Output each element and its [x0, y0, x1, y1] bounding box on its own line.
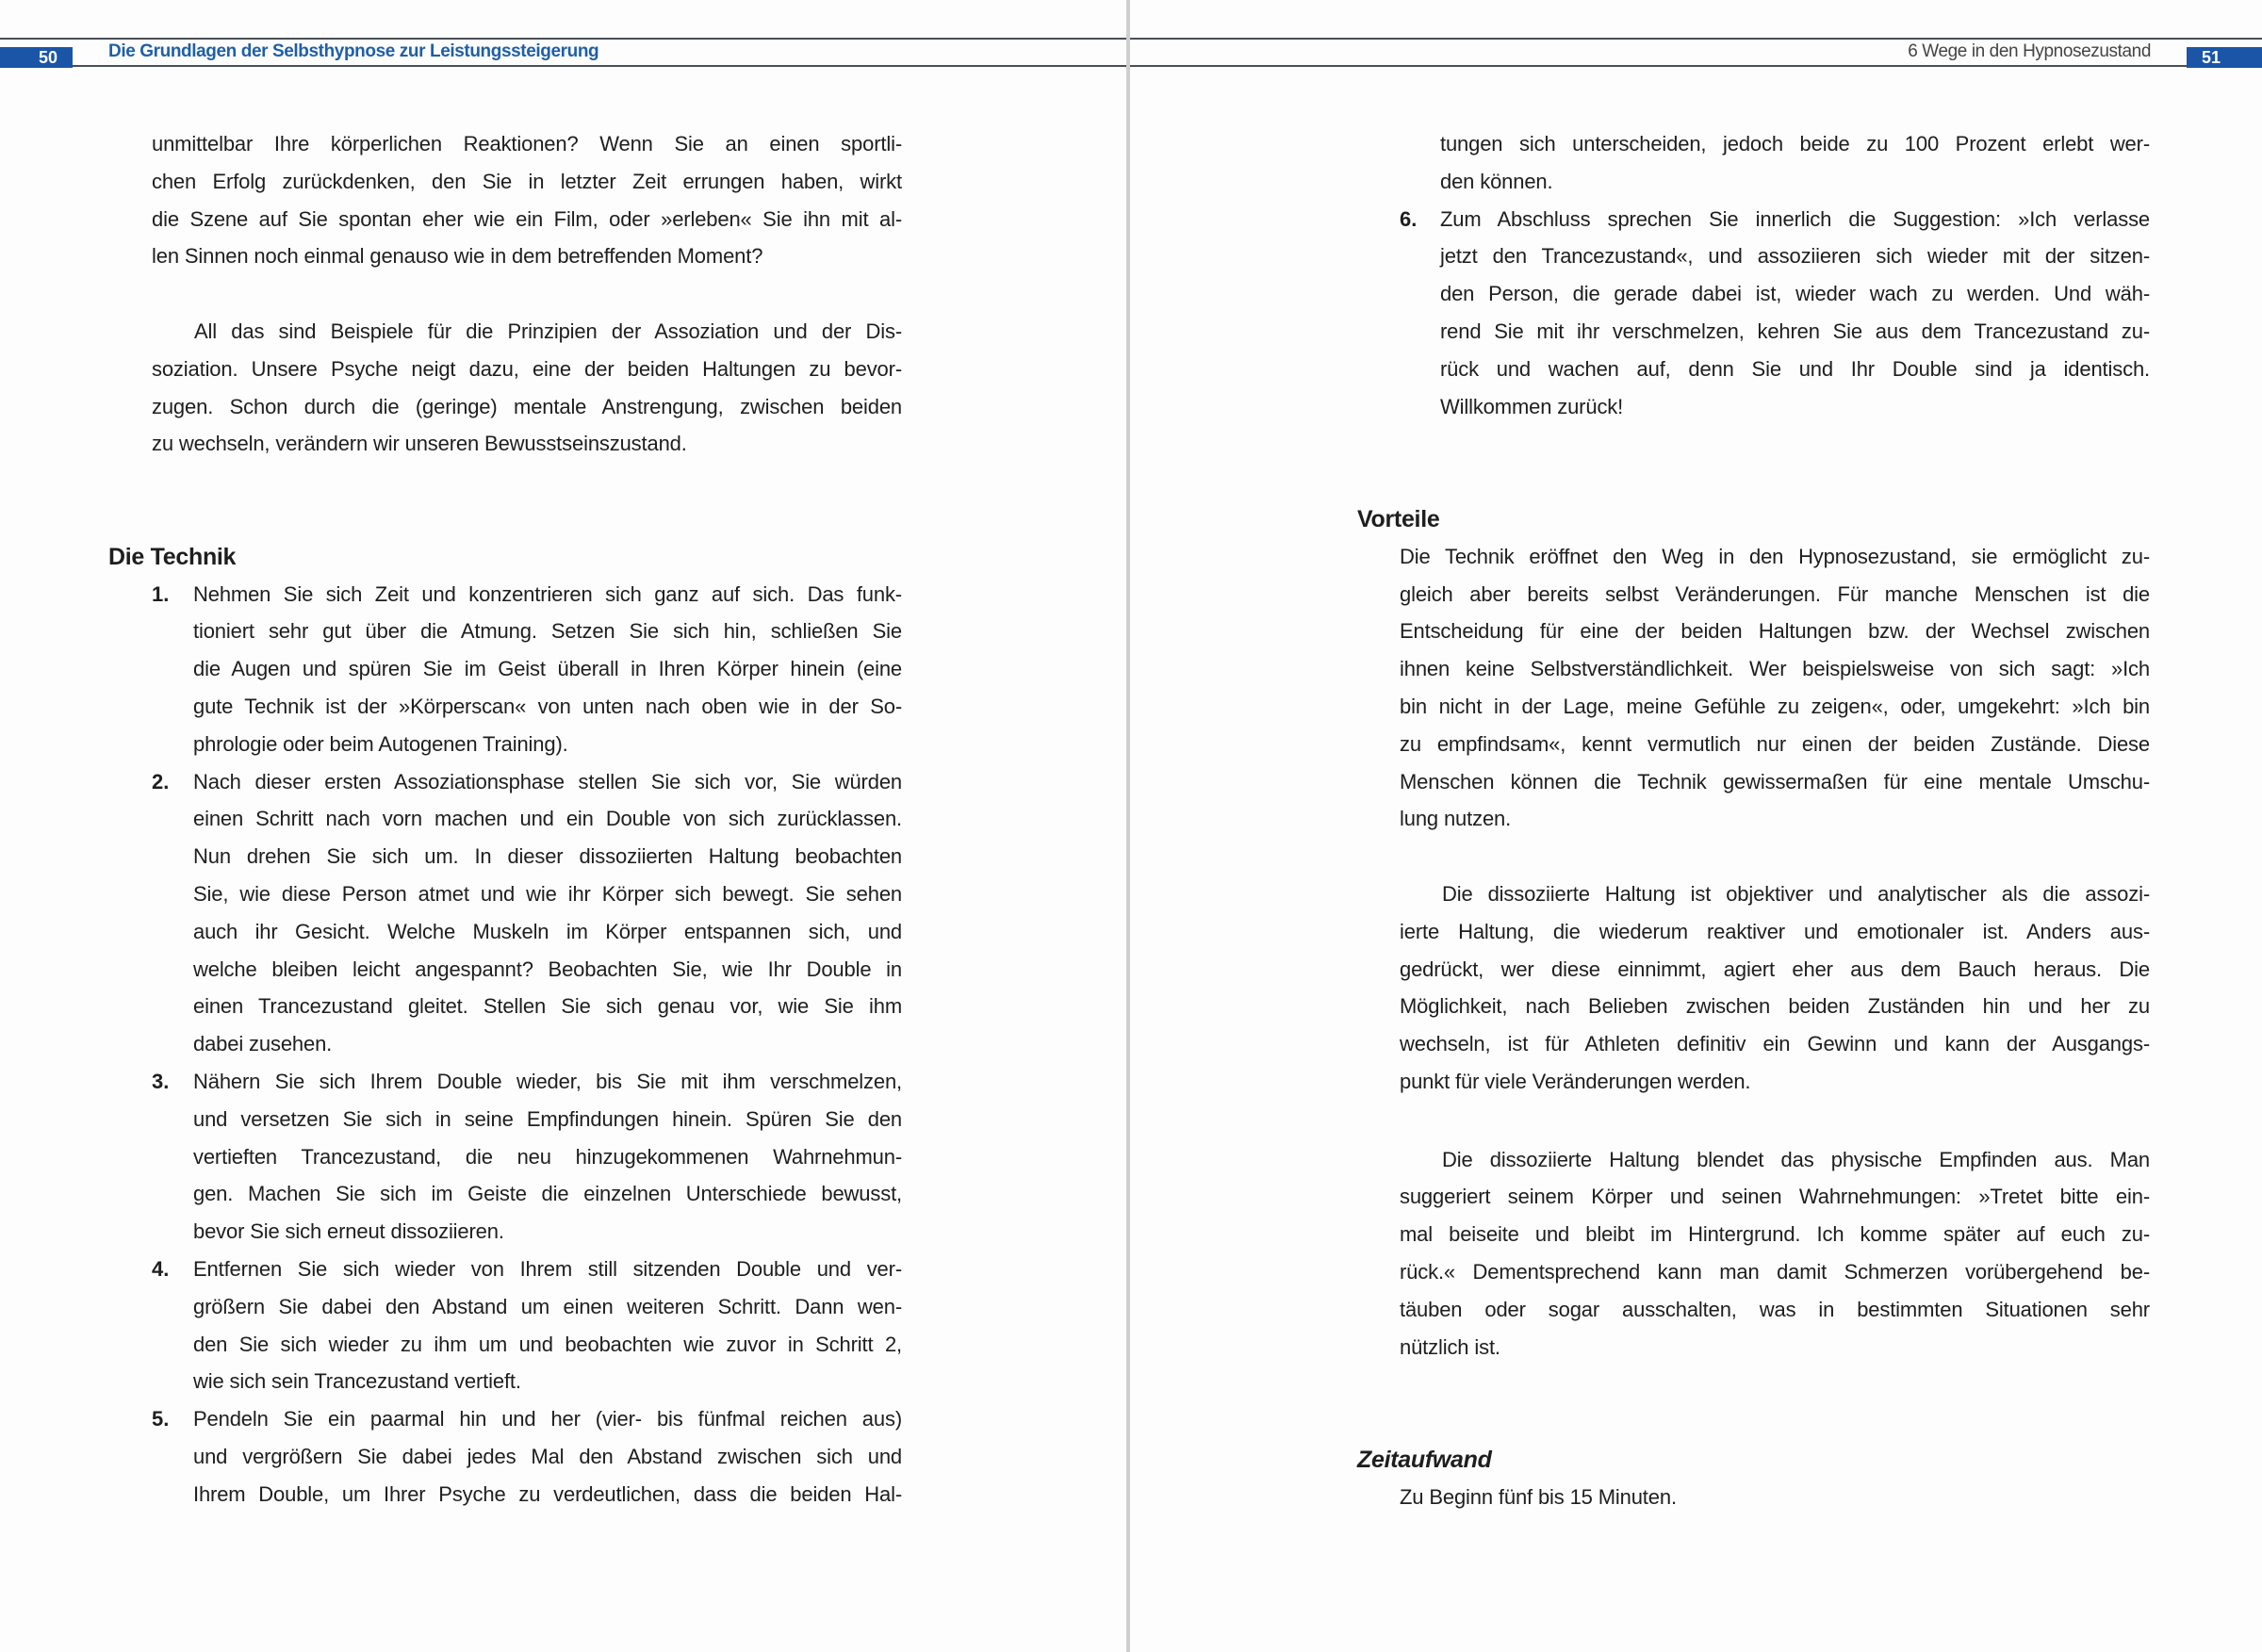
list-item-line: Sie, wie diese Person atmet und wie ihr Körper sich bewegt. Sie sehen: [193, 882, 902, 906]
list-item-line: dabei zusehen.: [193, 1032, 333, 1056]
paragraph-line: wechseln, ist für Athleten definitiv ein Gewinn und kann der Ausgangs-: [1400, 1032, 2150, 1056]
paragraph-line: lung nutzen.: [1400, 807, 1512, 831]
list-item-line: Pendeln Sie ein paarmal hin und her (vier- bis fünfmal reichen aus): [193, 1407, 902, 1431]
section-heading: Zeitaufwand: [1357, 1447, 1492, 1473]
header-rule-bottom: [0, 65, 2262, 67]
list-item-line: den Sie sich wieder zu ihm um und beobachten wie zuvor in Schritt 2,: [193, 1332, 902, 1356]
left-running-head: Die Grundlagen der Selbsthypnose zur Leistungssteigerung: [108, 41, 599, 61]
list-item-line: jetzt den Trancezustand«, und assoziieren sich wieder mit der sitzen-: [1440, 244, 2150, 269]
paragraph-line: mal beiseite und bleibt im Hintergrund. Ich komme später auf euch zu-: [1400, 1222, 2150, 1247]
paragraph-line: rück.« Dementsprechend kann man damit Schmerzen vorübergehend be-: [1400, 1260, 2150, 1284]
paragraph-line: zu empfindsam«, kennt vermutlich nur einen der beiden Zustände. Diese: [1400, 731, 2150, 756]
list-item-line: Nun drehen Sie sich um. In dieser dissoziierten Haltung beobachten: [193, 844, 902, 869]
right-page-number: [2187, 47, 2262, 68]
list-item-number: 6.: [1400, 206, 1418, 231]
list-item-line: welche bleiben leicht angespannt? Beobachten Sie, wie Ihr Double in: [193, 957, 902, 981]
list-item-number: 4.: [152, 1257, 170, 1281]
list-item-line: Nach dieser ersten Assoziationsphase stellen Sie sich vor, Sie würden: [193, 769, 902, 793]
paragraph-line: ihnen keine Selbstverständlichkeit. Wer beispielsweise von sich sagt: »Ich: [1400, 657, 2150, 681]
list-item-line: und versetzen Sie sich in seine Empfindungen hinein. Spüren Sie den: [193, 1106, 902, 1131]
paragraph-line: ierte Haltung, die wiederum reaktiver und emotionaler ist. Anders aus-: [1400, 919, 2150, 943]
list-item-line: wie sich sein Trancezustand vertieft.: [193, 1369, 521, 1394]
paragraph-line: Zu Beginn fünf bis 15 Minuten.: [1400, 1484, 1677, 1509]
list-item-line: Ihrem Double, um Ihrer Psyche zu verdeutlichen, dass die beiden Hal-: [193, 1481, 902, 1506]
section-heading: Vorteile: [1357, 506, 1440, 532]
list-item-line: rend Sie mit ihr verschmelzen, kehren Sie aus dem Trancezustand zu-: [1440, 319, 2150, 343]
list-item-line: rück und wachen auf, denn Sie und Ihr Double sind ja identisch.: [1440, 356, 2150, 381]
paragraph-line: bin nicht in der Lage, meine Gefühle zu zeigen«, oder, umgekehrt: »Ich bin: [1400, 695, 2150, 718]
list-item-line: tungen sich unterscheiden, jedoch beide zu 100 Prozent erlebt wer-: [1440, 132, 2150, 155]
right-page-number-text: 51: [2202, 48, 2221, 67]
paragraph-line: nützlich ist.: [1400, 1334, 1500, 1359]
list-item-line: einen Trancezustand gleitet. Stellen Sie sich genau vor, wie Sie ihm: [193, 994, 902, 1019]
list-item-line: gen. Machen Sie sich im Geiste die einzelnen Unterschiede bewusst,: [193, 1182, 902, 1206]
paragraph-line: Entscheidung für eine der beiden Haltungen bzw. der Wechsel zwischen: [1400, 619, 2150, 644]
list-item-line: Zum Abschluss sprechen Sie innerlich die Suggestion: »Ich verlasse: [1440, 206, 2150, 231]
left-page-number: [0, 47, 73, 68]
paragraph-line: gleich aber bereits selbst Veränderungen. Für manche Menschen ist die: [1400, 581, 2150, 606]
paragraph-line: zu wechseln, verändern wir unseren Bewusstseinszustand.: [152, 432, 687, 456]
paragraph-line: soziation. Unsere Psyche neigt dazu, eine der beiden Haltungen zu bevor-: [152, 356, 902, 381]
list-item-line: den Person, die gerade dabei ist, wieder wach zu werden. Und wäh-: [1440, 282, 2150, 306]
section-heading: Die Technik: [108, 543, 237, 570]
list-item-line: einen Schritt nach vorn machen und ein Double von sich zurücklassen.: [193, 807, 902, 831]
paragraph-line: suggeriert seinem Körper und seinen Wahrnehmungen: »Tretet bitte ein-: [1400, 1185, 2150, 1209]
paragraph-line: All das sind Beispiele für die Prinzipien der Assoziation und der Dis-: [194, 319, 902, 343]
paragraph-line: chen Erfolg zurückdenken, den Sie in letzter Zeit errungen haben, wirkt: [152, 169, 902, 193]
list-item-line: die Augen und spüren Sie im Geist überall in Ihren Körper hinein (eine: [193, 657, 902, 681]
paragraph-line: gedrückt, wer diese einnimmt, agiert eher aus dem Bauch heraus. Die: [1400, 957, 2150, 981]
list-item-line: und vergrößern Sie dabei jedes Mal den Abstand zwischen sich und: [193, 1445, 902, 1468]
paragraph-line: Die dissoziierte Haltung ist objektiver und analytischer als die assozi-: [1442, 882, 2150, 906]
list-item-number: 1.: [152, 581, 170, 606]
list-item-line: vertieften Trancezustand, die neu hinzugekommenen Wahrnehmun-: [193, 1144, 902, 1169]
right-running-head: 6 Wege in den Hypnosezustand: [1908, 41, 2151, 61]
left-page-number-text: 50: [38, 48, 57, 67]
paragraph-line: Menschen können die Technik gewissermaßen für eine mentale Umschu-: [1400, 769, 2150, 793]
list-item-line: Willkommen zurück!: [1440, 394, 1624, 418]
list-item-number: 3.: [152, 1070, 170, 1093]
list-item-line: phrologie oder beim Autogenen Training).: [193, 731, 568, 756]
list-item-line: Entfernen Sie sich wieder von Ihrem still sitzenden Double und ver-: [193, 1257, 902, 1281]
paragraph-line: len Sinnen noch einmal genauso wie in dem betreffenden Moment?: [152, 244, 763, 269]
list-item-line: auch ihr Gesicht. Welche Muskeln im Körper entspannen sich, und: [193, 919, 902, 943]
list-item-line: tioniert sehr gut über die Atmung. Setzen Sie sich hin, schließen Sie: [193, 619, 902, 644]
paragraph-line: Die Technik eröffnet den Weg in den Hypnosezustand, sie ermöglicht zu-: [1400, 544, 2150, 568]
paragraph-line: unmittelbar Ihre körperlichen Reaktionen? Wenn Sie an einen sportli-: [152, 132, 902, 155]
list-item-line: größern Sie dabei den Abstand um einen weiteren Schritt. Dann wen-: [193, 1294, 902, 1318]
paragraph-line: täuben oder sogar ausschalten, was in bestimmten Situationen sehr: [1400, 1297, 2150, 1321]
list-item-line: Nehmen Sie sich Zeit und konzentrieren sich ganz auf sich. Das funk-: [193, 581, 902, 606]
list-item-number: 2.: [152, 769, 170, 793]
paragraph-line: Die dissoziierte Haltung blendet das physische Empfinden aus. Man: [1442, 1147, 2150, 1171]
list-item-number: 5.: [152, 1407, 170, 1431]
list-item-line: bevor Sie sich erneut dissoziieren.: [193, 1219, 504, 1244]
list-item-line: gute Technik ist der »Körperscan« von unten nach oben wie in der So-: [193, 695, 902, 718]
paragraph-line: zugen. Schon durch die (geringe) mentale Anstrengung, zwischen beiden: [152, 394, 902, 418]
list-item-line: den können.: [1440, 169, 1553, 193]
list-item-line: Nähern Sie sich Ihrem Double wieder, bis Sie mit ihm verschmelzen,: [193, 1070, 902, 1093]
paragraph-line: Möglichkeit, nach Belieben zwischen beiden Zuständen hin und her zu: [1400, 994, 2150, 1019]
paragraph-line: die Szene auf Sie spontan eher wie ein Film, oder »erleben« Sie ihn mit al-: [152, 206, 902, 231]
paragraph-line: punkt für viele Veränderungen werden.: [1400, 1070, 1751, 1093]
page-gutter: [1126, 0, 1130, 1652]
